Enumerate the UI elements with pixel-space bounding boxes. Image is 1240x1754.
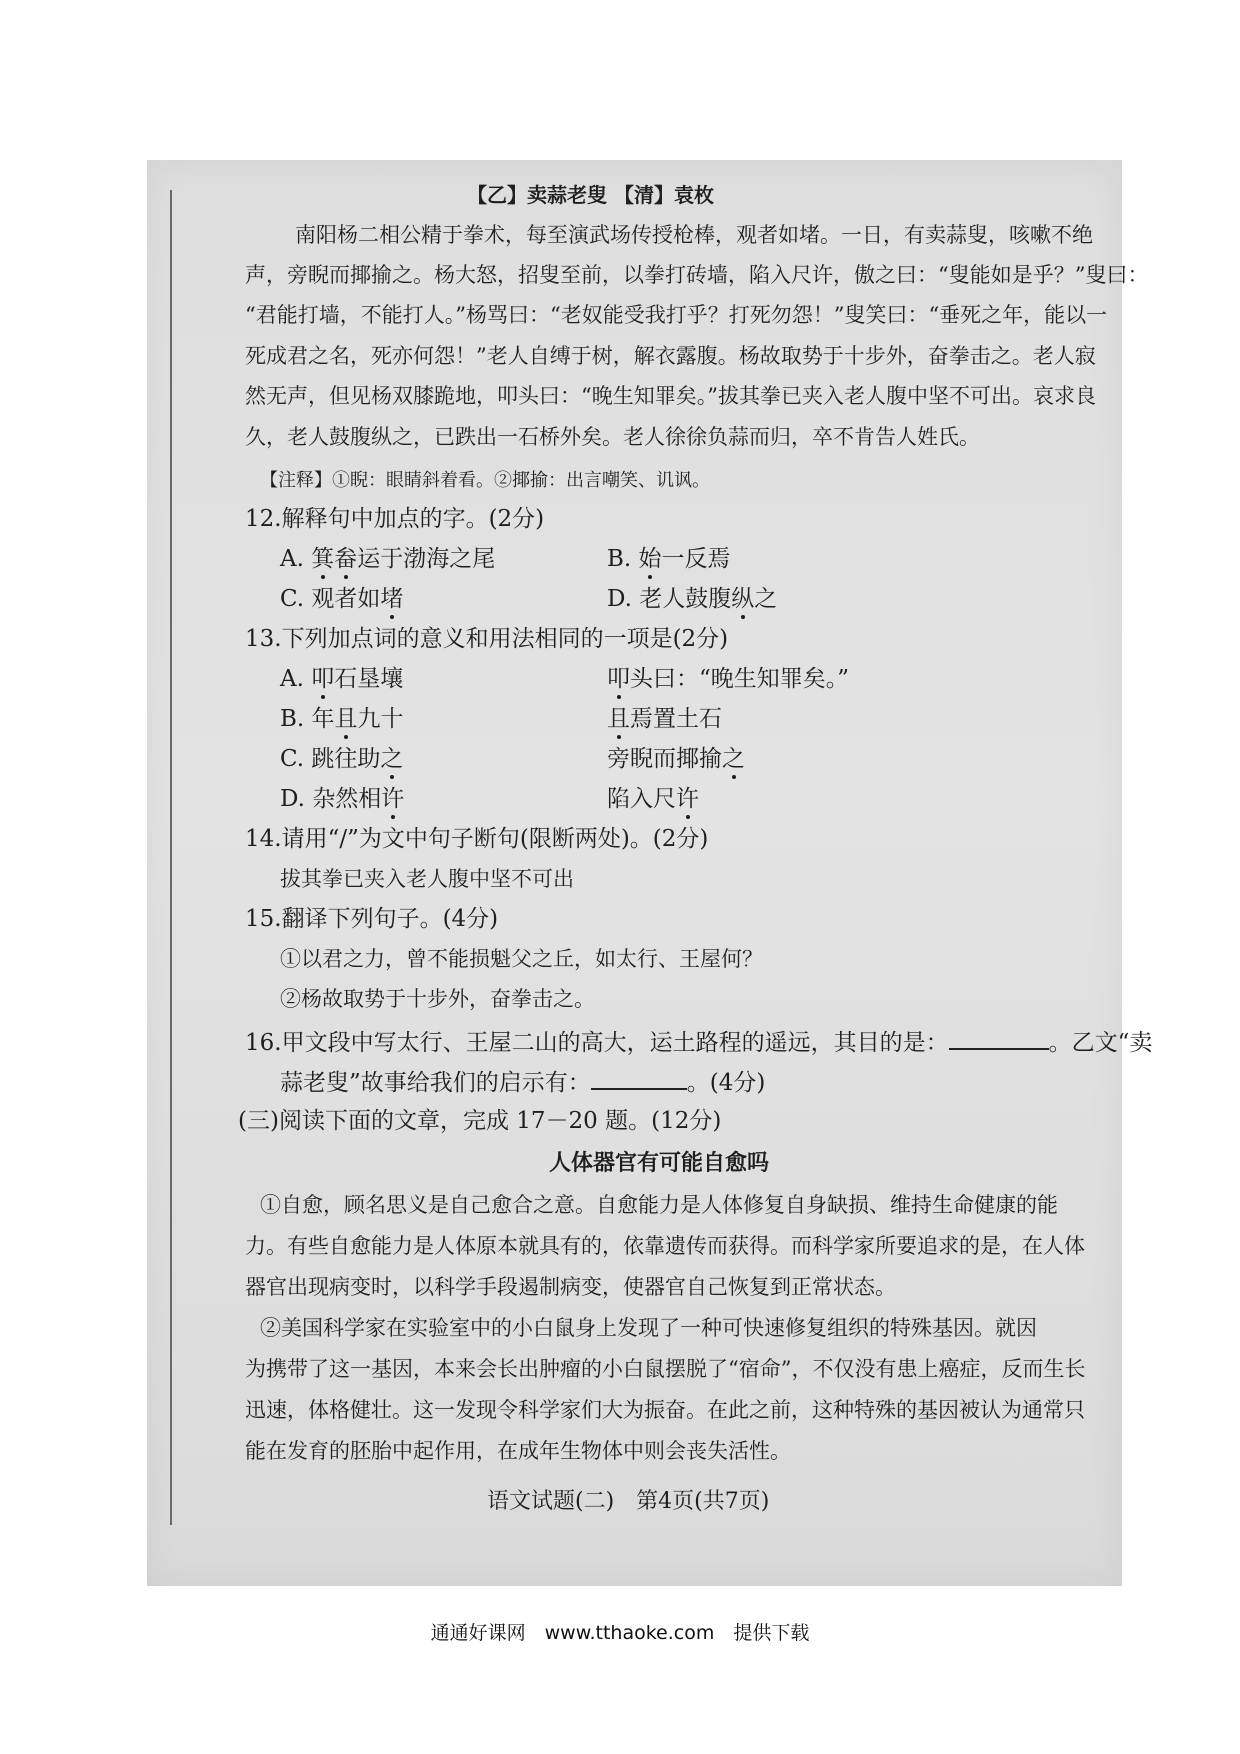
- dotted-char: 箕: [311, 546, 335, 572]
- dotted-char: 畚: [334, 546, 358, 572]
- dotted-char: 之: [380, 746, 404, 772]
- article-line-1: ①自愈，顾名思义是自己愈合之意。自愈能力是人体修复自身缺损、维持生命健康的能: [260, 1193, 1058, 1217]
- q16-line-1: 16.甲文段中写太行、王屋二山的高大，运土路程的遥远，其目的是： 。乙文“卖: [245, 1026, 1152, 1058]
- dotted-char: 且: [607, 706, 630, 732]
- q15-stem: 15.翻译下列句子。(4分): [245, 906, 499, 932]
- q12-option-d: D. 老人鼓腹纵之: [607, 586, 778, 612]
- dotted-char: 之: [722, 746, 745, 772]
- article-line-3: 器官出现病变时，以科学手段遏制病变，使器官自己恢复到正常状态。: [245, 1275, 896, 1299]
- article-line-7: 能在发育的胚胎中起作用，在成年生物体中则会丧失活性。: [245, 1439, 791, 1463]
- scanned-exam-page: [147, 160, 1153, 1586]
- dotted-char: 始: [638, 546, 662, 572]
- passage-b-line-2: 声，旁睨而揶揄之。杨大怒，招叟至前，以拳打砖墙，陷入尺许，傲之曰：“叟能如是乎？”叟曰：: [245, 263, 1149, 287]
- q13-option-b: B. 年且九十: [280, 706, 404, 732]
- q16-line-2: 蒜老叟”故事给我们的启示有： 。(4分): [280, 1066, 765, 1098]
- dotted-char: 许: [381, 786, 405, 812]
- section-3-heading: (三)阅读下面的文章，完成 17－20 题。(12分): [238, 1108, 722, 1134]
- q12-stem: 12.解释句中加点的字。(2分): [245, 506, 545, 532]
- download-footer: 通通好课网 www.tthaoke.com 提供下载: [430, 1622, 810, 1644]
- q13-option-c-pair: 旁睨而揶揄之: [607, 746, 745, 772]
- dotted-char: 叩: [607, 666, 630, 692]
- passage-b-line-4: 死成君之名，死亦何怨！”老人自缚于树，解衣露腹。杨故取势于十步外，奋拳击之。老人寂: [245, 344, 1096, 368]
- q12-option-a: A. 箕畚运于渤海之尾: [280, 546, 496, 572]
- answer-blank[interactable]: [949, 1026, 1049, 1050]
- q13-option-a-pair: 叩头曰：“晚生知罪矣。”: [607, 666, 850, 692]
- q15-sentence-2: ②杨故取势于十步外，奋拳击之。: [280, 987, 595, 1011]
- q15-sentence-1: ①以君之力，曾不能损魁父之丘，如太行、王屋何？: [280, 947, 763, 971]
- article-title: 人体器官有可能自愈吗: [549, 1150, 770, 1176]
- answer-blank[interactable]: [591, 1066, 687, 1090]
- dotted-char: 纵: [731, 586, 755, 612]
- dotted-chars: [311, 546, 357, 572]
- q12-option-b: B. 始一反焉: [607, 546, 731, 572]
- q12-option-c: C. 观者如堵: [280, 586, 404, 612]
- dotted-char: 许: [676, 786, 699, 812]
- q14-sentence: 拔其拳已夹入老人腹中坚不可出: [280, 867, 574, 891]
- article-line-6: 迅速，体格健壮。这一发现令科学家们大为振奋。在此之前，这种特殊的基因被认为通常只: [245, 1398, 1085, 1422]
- q13-option-b-pair: 且焉置土石: [607, 706, 722, 732]
- q13-option-a: A. 叩石垦壤: [280, 666, 404, 692]
- passage-b-line-3: “君能打墙，不能打人。”杨骂曰：“老奴能受我打乎？打死勿怨！”叟笑曰：“垂死之年，能以一: [245, 303, 1108, 327]
- q13-option-d: D. 杂然相许: [280, 786, 405, 812]
- q13-option-d-pair: 陷入尺许: [607, 786, 699, 812]
- article-line-2: 力。有些自愈能力是人体原本就具有的，依靠遗传而获得。而科学家所要追求的是，在人体: [245, 1234, 1085, 1258]
- passage-b-title: 【乙】卖蒜老叟 【清】袁枚: [467, 183, 714, 207]
- passage-b-note: 【注释】①睨：眼睛斜着看。②揶揄：出言嘲笑、讥讽。: [260, 470, 710, 491]
- article-line-5: 为携带了这一基因，本来会长出肿瘤的小白鼠摆脱了“宿命”，不仅没有患上癌症，反而生长: [245, 1357, 1086, 1381]
- passage-b-line-5: 然无声，但见杨双膝跪地，叩头曰：“晚生知罪矣。”拔其拳已夹入老人腹中坚不可出。哀求良: [245, 384, 1096, 408]
- q14-stem: 14.请用“/”为文中句子断句(限断两处)。(2分): [245, 826, 709, 852]
- passage-b-line-1: 南阳杨二相公精于拳术，每至演武场传授枪棒，观者如堵。一日，有卖蒜叟，咳嗽不绝: [295, 223, 1093, 247]
- article-line-4: ②美国科学家在实验室中的小白鼠身上发现了一种可快速修复组织的特殊基因。就因: [260, 1316, 1037, 1340]
- q13-stem: 13.下列加点词的意义和用法相同的一项是(2分): [245, 626, 729, 652]
- page-number-footer: 语文试题(二) 第4页(共7页): [487, 1489, 770, 1514]
- q13-option-c: C. 跳往助之: [280, 746, 404, 772]
- dotted-char: 堵: [380, 586, 404, 612]
- margin-line: [170, 190, 172, 1525]
- passage-b-line-6: 久，老人鼓腹纵之，已跌出一石桥外矣。老人徐徐负蒜而归，卒不肯告人姓氏。: [245, 425, 980, 449]
- dotted-char: 叩: [311, 666, 335, 692]
- dotted-char: 且: [334, 706, 358, 732]
